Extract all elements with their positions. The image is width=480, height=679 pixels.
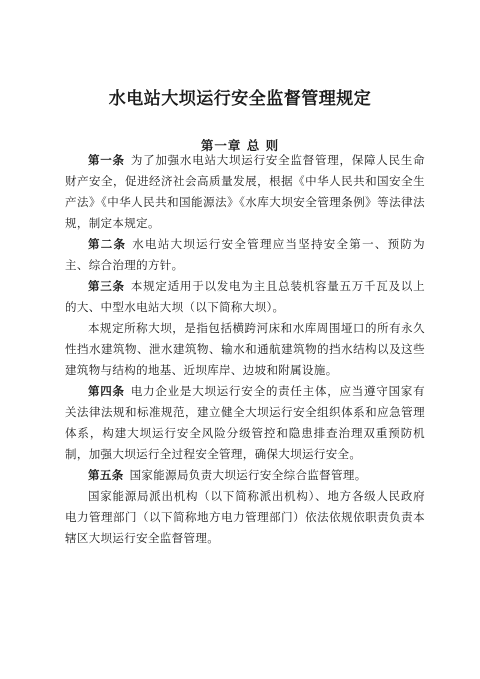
article-text: 本规定适用于以发电为主且总装机容量五万千瓦及以上的大、中型水电站大坝（以下简称大坝）。 xyxy=(65,279,425,314)
article-label: 第五条 xyxy=(88,468,124,482)
article-3-continuation-paragraph xyxy=(65,318,425,381)
article-label: 第一条 xyxy=(88,153,125,167)
article-5-paragraph xyxy=(65,465,425,486)
article-3-paragraph xyxy=(65,276,425,318)
article-2-paragraph xyxy=(65,234,425,276)
chapter-heading: 第一章 总 则 xyxy=(200,138,280,153)
article-text: 为了加强水电站大坝运行安全监督管理，保障人民生命财产安全，促进经济社会高质量发展，根据《中华人民共和国安全生产法》《中华人民共和国能源法》《水库大坝安全管理条例》等法律法规，制定本规定。 xyxy=(65,153,425,230)
article-4-paragraph xyxy=(65,381,425,465)
article-label: 第三条 xyxy=(88,279,125,293)
document-title: 水电站大坝运行安全监督管理规定 xyxy=(108,89,372,109)
paragraph-text: 国家能源局派出机构（以下简称派出机构）、地方各级人民政府电力管理部门（以下简称地方电力管理部门）依法依规依职责负责本辖区大坝运行安全监督管理。 xyxy=(65,489,425,545)
paragraph-text: 本规定所称大坝，是指包括横跨河床和水库周围垭口的所有永久性挡水建筑物、泄水建筑物、输水和通航建筑物的挡水结构以及这些建筑物与结构的地基、近坝库岸、边坡和附属设施。 xyxy=(65,321,425,377)
article-label: 第二条 xyxy=(88,237,127,251)
article-1-paragraph xyxy=(65,150,425,234)
article-text: 国家能源局负责大坝运行安全综合监督管理。 xyxy=(129,468,367,482)
document-body xyxy=(65,150,425,549)
article-5-continuation-paragraph xyxy=(65,486,425,549)
article-text: 电力企业是大坝运行安全的责任主体，应当遵守国家有关法律法规和标准规范，建立健全大坝运行安全组织体系和应急管理体系，构建大坝运行安全风险分级管控和隐患排查治理双重预防机制，加强大坝运行全过程安全管理，确保大坝运行安全。 xyxy=(65,384,425,461)
article-label: 第四条 xyxy=(88,384,125,398)
article-text: 水电站大坝运行安全管理应当坚持安全第一、预防为主、综合治理的方针。 xyxy=(65,237,425,272)
